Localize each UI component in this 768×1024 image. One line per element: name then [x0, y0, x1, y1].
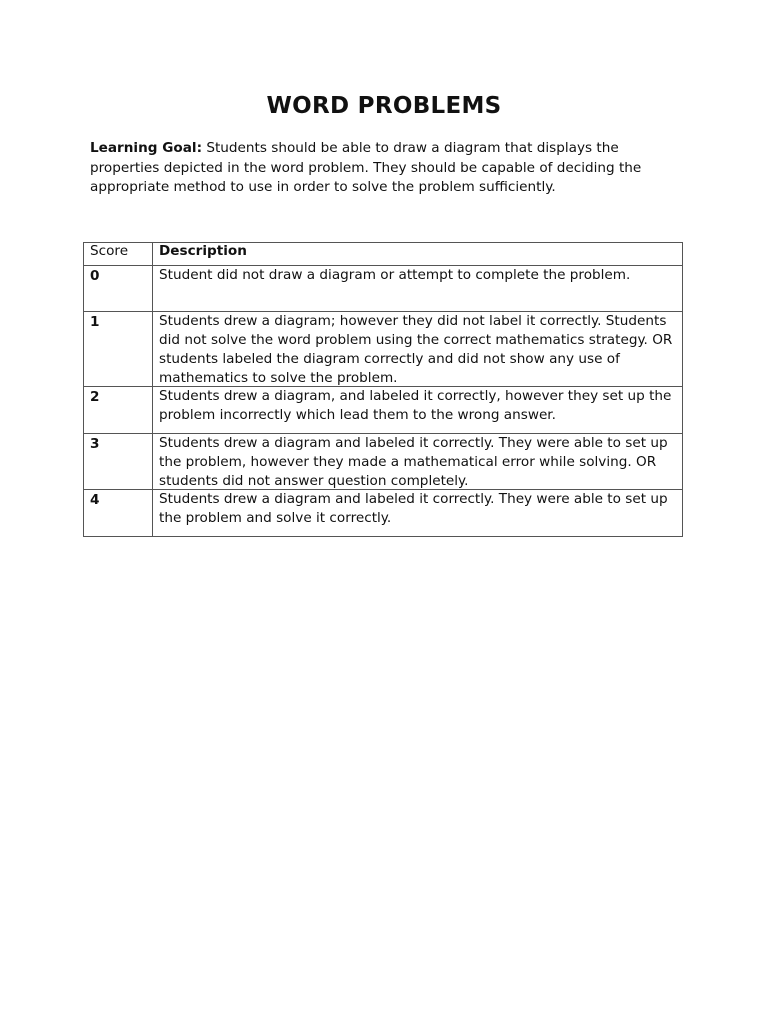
rubric-header-row [84, 243, 683, 266]
score-cell: 0 [84, 266, 153, 312]
rubric-row [84, 387, 683, 434]
score-cell: 4 [84, 490, 153, 537]
description-cell [153, 266, 683, 312]
document-title: WORD PROBLEMS [266, 93, 502, 119]
description-text: Students drew a diagram and labeled it correctly. They were able to set up the problem and solve it correctly. [159, 491, 668, 526]
rubric-row [84, 266, 683, 312]
description-cell [153, 312, 683, 387]
rubric-row [84, 434, 683, 490]
description-cell [153, 490, 683, 537]
score-cell: 2 [84, 387, 153, 434]
rubric-row [84, 312, 683, 387]
description-text: Students drew a diagram and labeled it correctly. They were able to set up the problem, however they made a mathematical error while solving. OR students did not answer question completely. [159, 435, 668, 489]
description-text: Students drew a diagram, and labeled it correctly, however they set up the problem incorrectly which lead them to the wrong answer. [159, 388, 672, 423]
description-text: Students drew a diagram; however they did not label it correctly. Students did not solve the word problem using the correct mathematics strategy. OR students labeled the diagram correctly and did not show any use of mathematics to solve the problem. [159, 313, 673, 386]
score-cell: 1 [84, 312, 153, 387]
learning-goal-label: Learning Goal: [90, 140, 203, 156]
description-column-header: Description [153, 243, 683, 266]
score-cell: 3 [84, 434, 153, 490]
score-column-header: Score [84, 243, 153, 266]
description-cell [153, 387, 683, 434]
description-text: Student did not draw a diagram or attempt to complete the problem. [159, 267, 631, 283]
description-cell [153, 434, 683, 490]
learning-goal-text: Students should be able to draw a diagram that displays the properties depicted in the word problem. They should be capable of deciding the appropriate method to use in order to solve the problem sufficiently. [90, 140, 642, 195]
learning-goal [90, 139, 680, 198]
rubric-row [84, 490, 683, 537]
rubric-table [83, 242, 683, 537]
